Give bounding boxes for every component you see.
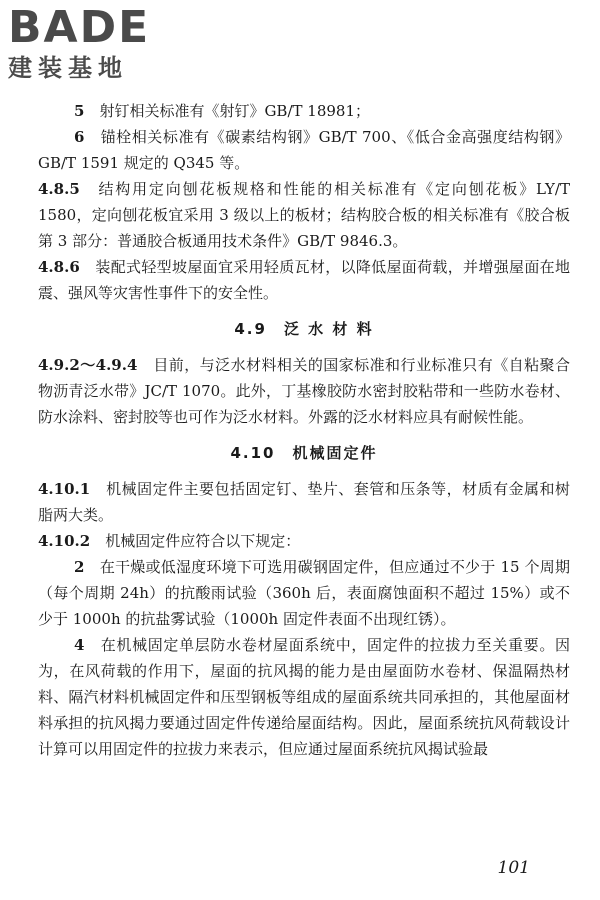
paragraph: [38, 98, 570, 124]
paragraph: [38, 528, 570, 554]
paragraph: [38, 554, 570, 632]
paragraph: [38, 352, 570, 430]
paragraph: [38, 632, 570, 762]
clause-number: 4: [74, 636, 85, 654]
clause-number: 2: [74, 558, 85, 576]
section-heading: 4.10 机械固定件: [230, 444, 378, 462]
clause-text: 装配式轻型坡屋面宜采用轻质瓦材，以降低屋面荷载，并增强屋面在地震、强风等灾害性事件下的安全性。: [38, 258, 570, 302]
clause-number: 4.10.1: [38, 480, 91, 498]
logo: [8, 4, 150, 82]
clause-number: 4.8.6: [38, 258, 80, 276]
clause-number: 4.10.2: [38, 532, 91, 550]
clause-number: 4.8.5: [38, 180, 80, 198]
logo-subtitle: 建装基地: [8, 54, 128, 82]
clause-text: 锚栓相关标准有《碳素结构钢》GB/T 700、《低合金高强度结构钢》GB/T 1591 规定的 Q345 等。: [38, 128, 570, 172]
page-number: 101: [497, 858, 530, 878]
clause-number: 4.9.2～4.9.4: [38, 356, 138, 374]
clause-text: 结构用定向刨花板规格和性能的相关标准有《定向刨花板》LY/T 1580，定向刨花板宜采用 3 级以上的板材；结构胶合板的相关标准有《胶合板 第 3 部分：普通胶合板通用技术条件》GB/T 9846.3。: [38, 180, 586, 250]
paragraph: [38, 176, 586, 254]
clause-text: 目前，与泛水材料相关的国家标准和行业标准只有《自粘聚合物沥青泛水带》JC/T 1070。此外，丁基橡胶防水密封胶粘带和一些防水卷材、防水涂料、密封胶等也可作为泛水材料。外露的泛水材料应具有耐候性能。: [38, 356, 570, 426]
clause-text: 在干燥或低湿度环境下可选用碳钢固定件，但应通过不少于 15 个周期（每个周期 24h）的抗酸雨试验（360h 后，表面腐蚀面积不超过 15%）或不少于 1000h 的抗盐雾试验（1000h 固定件表面不出现红锈）。: [38, 558, 570, 628]
paragraph: [38, 124, 570, 176]
clause-text: 在机械固定单层防水卷材屋面系统中，固定件的拉拔力至关重要。因为，在风荷载的作用下，屋面的抗风揭的能力是由屋面防水卷材、保温隔热材料、隔汽材料机械固定件和压型钢板等组成的屋面系统共同承担的，其他屋面材料承担的抗风揭力要通过固定件传递给屋面结构。因此，屋面系统抗风荷载设计计算可以用固定件的拉拔力来表示，但应通过屋面系统抗风揭试验最: [38, 636, 570, 758]
clause-number: 6: [74, 128, 85, 146]
clause-text: 机械固定件主要包括固定钉、垫片、套管和压条等，材质有金属和树脂两大类。: [38, 480, 570, 524]
clause-number: 5: [74, 102, 85, 120]
section-heading: 4.9 泛 水 材 料: [234, 320, 374, 338]
document-body: [38, 98, 586, 762]
clause-text: 机械固定件应符合以下规定：: [105, 532, 301, 550]
logo-wordmark: BADE: [8, 2, 151, 53]
paragraph: [38, 476, 570, 528]
clause-text: 射钉相关标准有《射钉》GB/T 18981；: [99, 102, 371, 120]
paragraph: [38, 254, 570, 306]
